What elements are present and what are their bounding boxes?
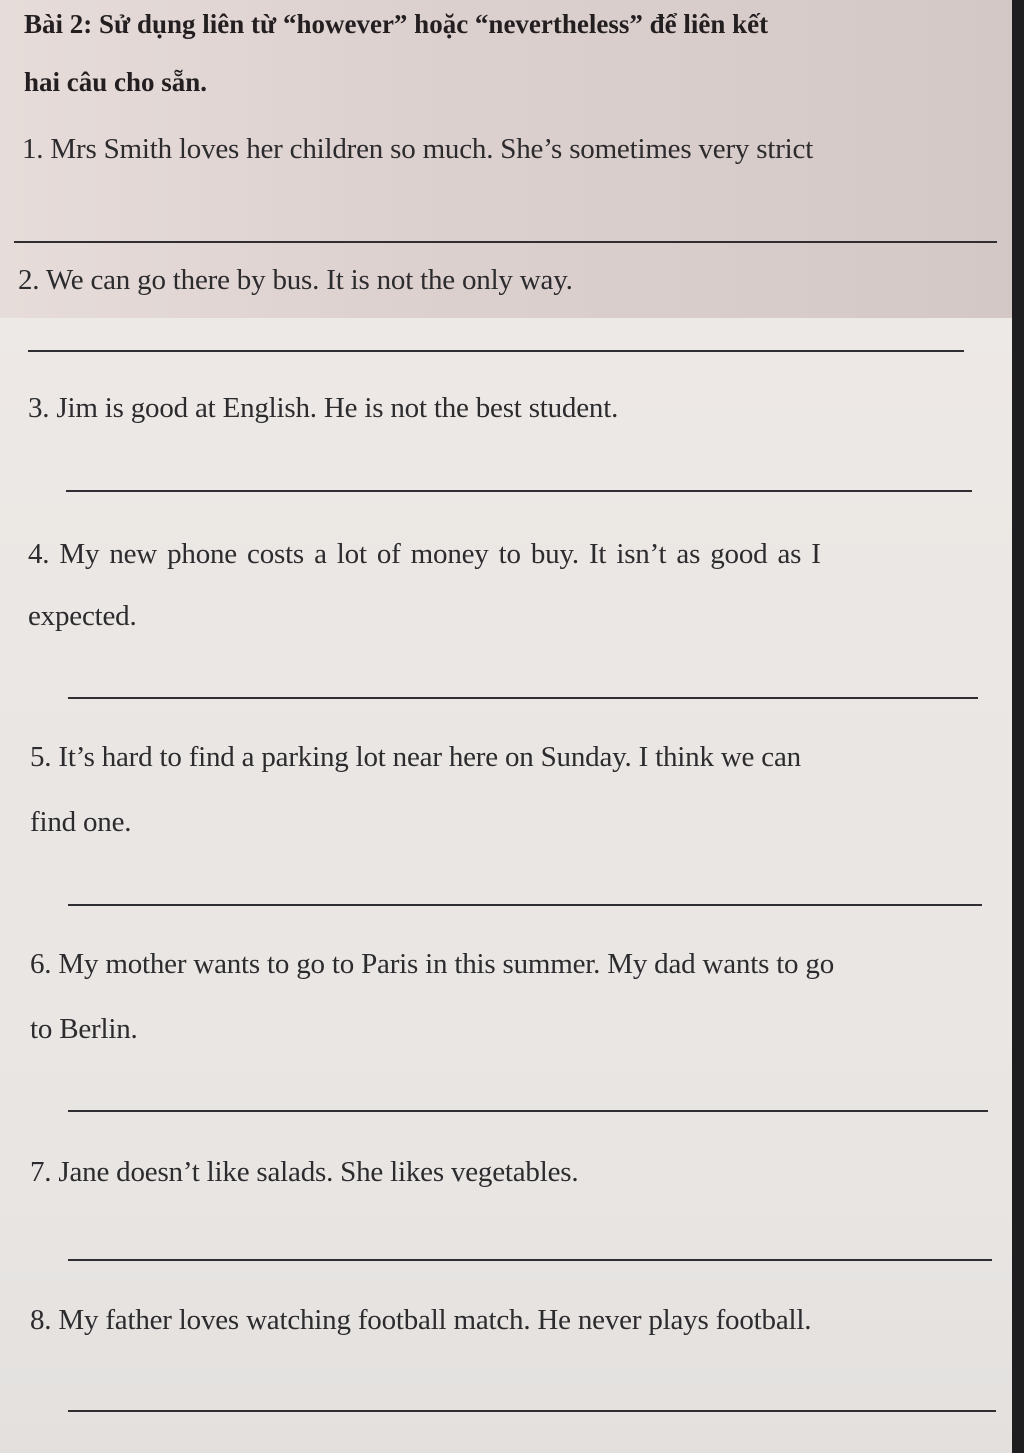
- question-5-continuation: find one.: [30, 806, 132, 838]
- exercise-title-line1: Bài 2: Sử dụng liên từ “however” hoặc “nevertheless” để liên kết: [24, 9, 769, 39]
- question-4-continuation: expected.: [28, 600, 137, 632]
- question-7-text: 7. Jane doesn’t like salads. She likes vegetables.: [30, 1156, 579, 1188]
- question-2-text: 2. We can go there by bus. It is not the only way.: [18, 264, 573, 296]
- question-4-text: 4. My new phone costs a lot of money to buy. It isn’t as good as I: [28, 538, 821, 570]
- answer-line-7[interactable]: [68, 1259, 992, 1261]
- question-6-continuation: to Berlin.: [30, 1013, 138, 1045]
- answer-line-2[interactable]: [28, 350, 964, 352]
- answer-line-8[interactable]: [68, 1410, 996, 1412]
- exercise-title-line2: hai câu cho sẵn.: [24, 67, 208, 97]
- answer-line-6[interactable]: [68, 1110, 988, 1112]
- answer-line-3[interactable]: [66, 490, 972, 492]
- question-1-text: 1. Mrs Smith loves her children so much. She’s sometimes very strict: [22, 133, 814, 165]
- question-3-text: 3. Jim is good at English. He is not the best student.: [28, 392, 619, 424]
- question-8-text: 8. My father loves watching football match. He never plays football.: [30, 1304, 812, 1336]
- answer-line-5[interactable]: [68, 904, 982, 906]
- answer-line-1[interactable]: [14, 241, 997, 243]
- question-5-text: 5. It’s hard to find a parking lot near here on Sunday. I think we can: [30, 741, 801, 773]
- question-6-text: 6. My mother wants to go to Paris in this summer. My dad wants to go: [30, 948, 835, 980]
- answer-line-4[interactable]: [68, 697, 978, 699]
- photo-edge-right: [1012, 0, 1024, 1453]
